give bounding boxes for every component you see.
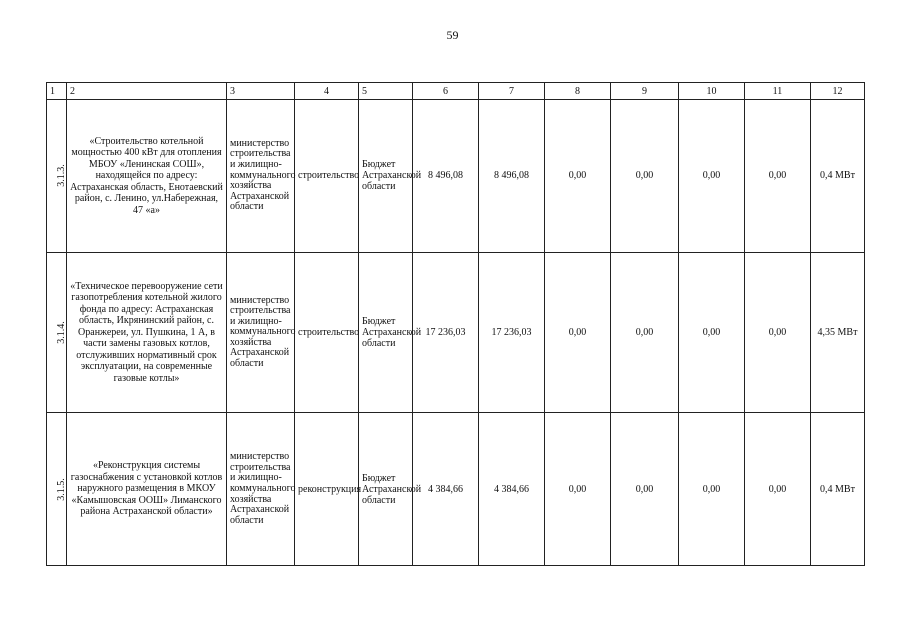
amount-cell: 0,00 <box>611 100 679 253</box>
work-kind-cell: реконструкция <box>295 413 359 566</box>
funding-source-cell: Бюджет Астраханской области <box>359 252 413 413</box>
table-row <box>47 100 865 253</box>
item-number-cell <box>47 413 67 566</box>
work-kind-cell: строительство <box>295 252 359 413</box>
page-number: 59 <box>446 28 459 42</box>
work-kind-cell: строительство <box>295 100 359 253</box>
amount-cell: 17 236,03 <box>479 252 545 413</box>
table-header-row <box>47 83 865 100</box>
project-name-cell: «Реконструкция системы газоснабжения с установкой котлов наружного размещения в МКОУ «Камышовская ООШ» Лиманского района Астраханской области» <box>67 413 227 566</box>
header-cell: 6 <box>413 83 479 100</box>
amount-cell: 0,00 <box>745 252 811 413</box>
capacity-cell: 0,4 МВт <box>811 413 865 566</box>
header-cell: 1 <box>47 83 67 100</box>
project-name-cell: «Техническое перевооружение сети газопотребления котельной жилого фонда по адресу: Астраханская область, Икрянинский район, с. Оранжереи, ул. Пушкина, 1 А, в части замены газовых котлов, отслуживших нормативный срок эксплуатации, на современные газовые котлы» <box>67 252 227 413</box>
item-number-cell <box>47 252 67 413</box>
item-number: 3.1.4. <box>55 321 67 344</box>
item-number: 3.1.3. <box>55 164 67 188</box>
amount-cell: 0,00 <box>679 413 745 566</box>
amount-cell: 0,00 <box>545 100 611 253</box>
amount-cell: 0,00 <box>745 100 811 253</box>
table-row <box>47 413 865 566</box>
executor-cell: министерство строительства и жилищно-коммунального хозяйства Астраханской области <box>227 252 295 413</box>
amount-cell: 0,00 <box>679 252 745 413</box>
funding-source-cell: Бюджет Астраханской области <box>359 100 413 253</box>
amount-cell: 4 384,66 <box>479 413 545 566</box>
amount-cell: 8 496,08 <box>479 100 545 253</box>
header-cell: 11 <box>745 83 811 100</box>
header-cell: 8 <box>545 83 611 100</box>
amount-cell: 8 496,08 <box>413 100 479 253</box>
funding-source-cell: Бюджет Астраханской области <box>359 413 413 566</box>
header-cell: 3 <box>227 83 295 100</box>
amount-cell: 4 384,66 <box>413 413 479 566</box>
item-number: 3.1.5. <box>55 477 67 501</box>
item-number-cell <box>47 100 67 253</box>
capacity-cell: 0,4 МВт <box>811 100 865 253</box>
amount-cell: 0,00 <box>611 252 679 413</box>
amount-cell: 0,00 <box>611 413 679 566</box>
header-cell: 2 <box>67 83 227 100</box>
amount-cell: 0,00 <box>679 100 745 253</box>
amount-cell: 0,00 <box>745 413 811 566</box>
executor-cell: министерство строительства и жилищно-коммунального хозяйства Астраханской области <box>227 100 295 253</box>
header-cell: 5 <box>359 83 413 100</box>
amount-cell: 0,00 <box>545 252 611 413</box>
header-cell: 12 <box>811 83 865 100</box>
capacity-cell: 4,35 МВт <box>811 252 865 413</box>
program-table <box>46 82 865 566</box>
amount-cell: 0,00 <box>545 413 611 566</box>
header-cell: 7 <box>479 83 545 100</box>
project-name-cell: «Строительство котельной мощностью 400 кВт для отопления МБОУ «Ленинская СОШ», находящейся по адресу: Астраханская область, Енотаевский район, с. Ленино, ул.Набережная, 47 «а» <box>67 100 227 253</box>
header-cell: 9 <box>611 83 679 100</box>
table-row <box>47 252 865 413</box>
executor-cell: министерство строительства и жилищно-коммунального хозяйства Астраханской области <box>227 413 295 566</box>
amount-cell: 17 236,03 <box>413 252 479 413</box>
header-cell: 4 <box>295 83 359 100</box>
header-cell: 10 <box>679 83 745 100</box>
